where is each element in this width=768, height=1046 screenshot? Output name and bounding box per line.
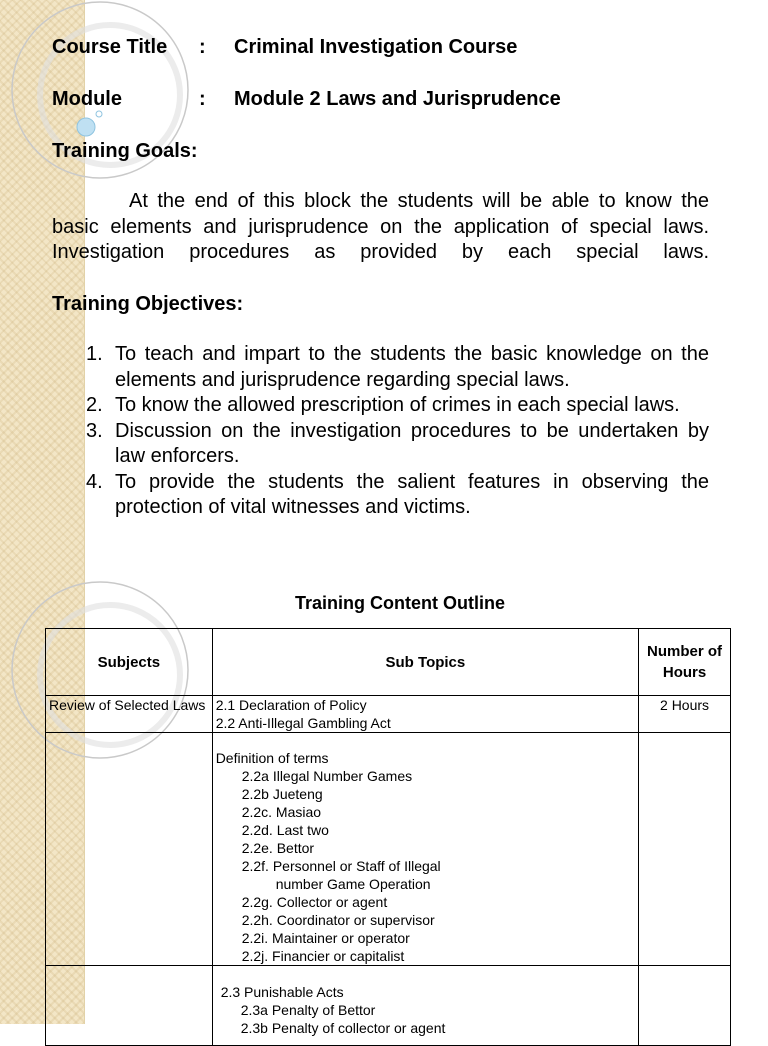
sub-topic: 2.2f. Personnel or Staff of Illegal [241, 858, 441, 874]
sub-topic: 2.2g. Collector or agent [241, 894, 388, 910]
column-header-sub-topics: Sub Topics [212, 629, 638, 696]
objective-text: To know the allowed prescription of crimes in each special laws. [115, 394, 680, 416]
list-number: 4. [86, 470, 103, 493]
column-header-subjects: Subjects [46, 629, 213, 696]
module-label: Module [52, 88, 122, 110]
objective-text: Discussion on the investigation procedures to be undertaken by law enforcers. [115, 419, 709, 467]
subject-cell: Review of Selected Laws [46, 696, 213, 733]
training-goals-heading: Training Goals: [52, 140, 198, 162]
objective-item [86, 419, 709, 470]
module-value: Module 2 Laws and Jurisprudence [234, 88, 561, 110]
sub-topics-cell [212, 966, 638, 1046]
objective-text: To teach and impart to the students the basic knowledge on the elements and jurisprudence regarding special laws. [115, 343, 709, 391]
colon: : [199, 88, 206, 110]
outline-title: Training Content Outline [295, 593, 505, 613]
list-number: 2. [86, 394, 103, 416]
sub-topic-heading: 2.3 Punishable Acts [220, 984, 344, 1000]
training-goals-text: At the end of this block the students will be able to know the basic elements and jurisprudence on the application of special laws. Investigation procedures as provided by each special laws. [52, 190, 709, 263]
list-number: 3. [86, 419, 103, 442]
table-header-row [46, 629, 731, 696]
subject-cell [46, 733, 213, 966]
sub-topic: 2.2e. Bettor [241, 840, 315, 856]
subject-cell [46, 966, 213, 1046]
sub-topic: 2.2d. Last two [241, 822, 329, 838]
sub-topic: 2.3b Penalty of collector or agent [240, 1020, 446, 1036]
colon: : [199, 36, 206, 58]
sub-topic: 2.2j. Financier or capitalist [241, 948, 405, 964]
objective-item [86, 342, 709, 393]
sub-topic: 2.2a Illegal Number Games [241, 768, 413, 784]
sub-topic: 2.2 Anti-Illegal Gambling Act [215, 715, 391, 731]
training-objectives-heading: Training Objectives: [52, 293, 244, 315]
hours-cell [639, 966, 731, 1046]
table-row [46, 966, 731, 1046]
sub-topic: 2.2b Jueteng [241, 786, 323, 802]
hours-cell: 2 Hours [639, 696, 731, 733]
sub-topic: 2.2i. Maintainer or operator [241, 930, 410, 946]
sub-topic: 2.1 Declaration of Policy [215, 697, 367, 713]
course-title-label: Course Title [52, 36, 168, 58]
sub-topic: 2.2h. Coordinator or supervisor [241, 912, 435, 928]
objective-item [86, 393, 709, 419]
objective-text: To provide the students the salient features in observing the protection of vital witnesses and victims. [115, 470, 709, 518]
table-row [46, 696, 731, 733]
objective-item [86, 470, 709, 521]
sub-topics-cell [212, 733, 638, 966]
list-number: 1. [86, 343, 103, 365]
objectives-list [86, 342, 709, 521]
column-header-hours: Number of Hours [639, 629, 731, 696]
outline-table [45, 628, 731, 1046]
sub-topic: 2.2c. Masiao [241, 804, 322, 820]
sub-topic-heading: Definition of terms [215, 750, 329, 766]
sub-topics-cell [212, 696, 638, 733]
table-row [46, 733, 731, 966]
sub-topic: 2.3a Penalty of Bettor [240, 1002, 376, 1018]
sub-topic: number Game Operation [275, 876, 431, 892]
course-title-value: Criminal Investigation Course [234, 36, 518, 58]
hours-cell [639, 733, 731, 966]
